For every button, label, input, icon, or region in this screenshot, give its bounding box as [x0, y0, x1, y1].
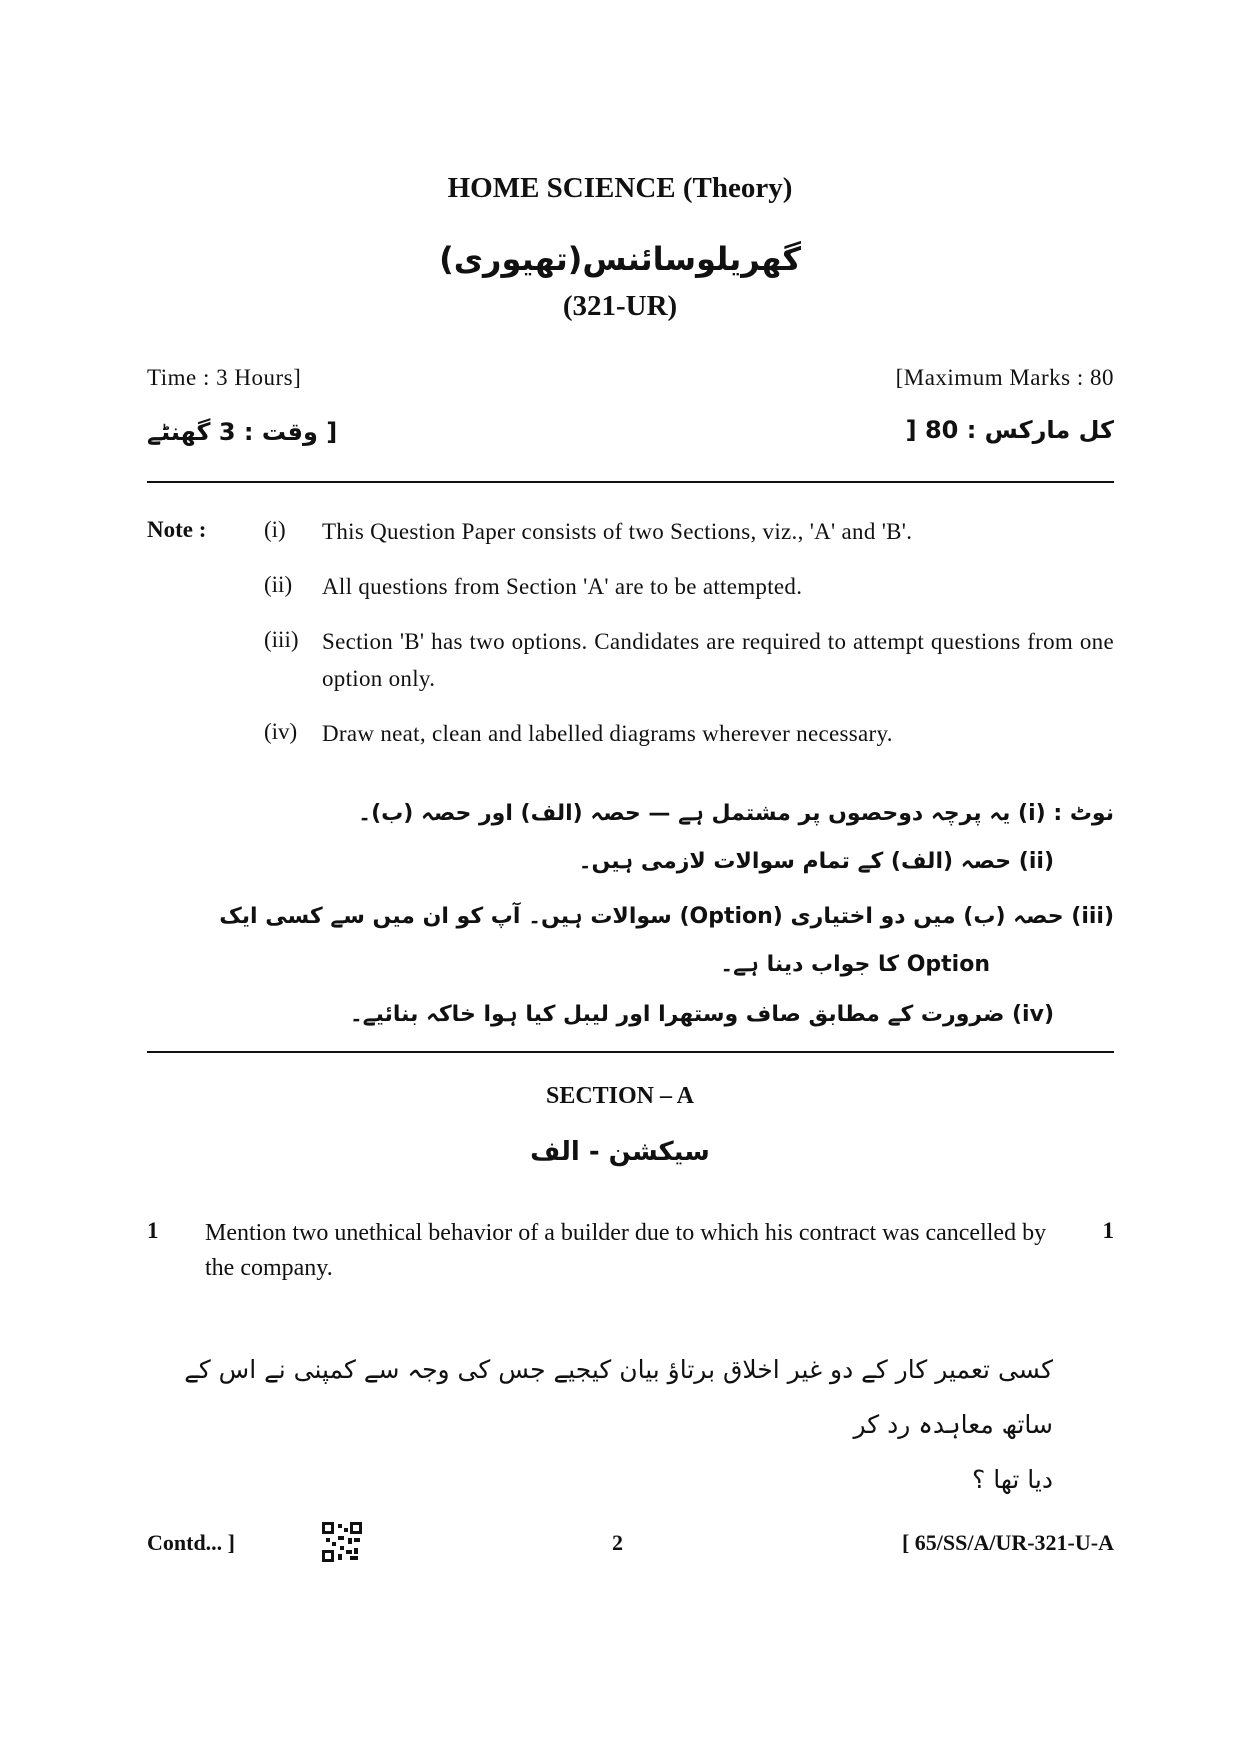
- note-item-text: This Question Paper consists of two Sections, viz., 'A' and 'B'.: [322, 519, 913, 544]
- note-item-number: (i): [264, 517, 286, 542]
- urdu-note-line: (iii) حصہ (ب) میں دو اختیاری (Option) سوالات ہیں۔ آپ کو ان میں سے کسی ایک: [219, 904, 1114, 929]
- question-text-urdu-line: کسی تعمیر کار کے دو غیر اخلاق برتاؤ بیان کیجیے جس کی وجہ سے کمپنی نے اس کے ساتھ معاہدہ رد کر: [184, 1355, 1053, 1439]
- paper-title-urdu: گھریلوسائنس(تھیوری): [439, 240, 801, 278]
- question-text-urdu-line: دیا تھا ؟: [972, 1465, 1053, 1494]
- paper-code-footer: [ 65/SS/A/UR-321-U-A: [901, 1530, 1114, 1555]
- max-marks-label: [Maximum Marks : 80: [895, 365, 1114, 390]
- max-marks-label-urdu: کل مارکس : 80 [: [905, 416, 1114, 444]
- urdu-note-line: نوٹ : (i) یہ پرچہ دوحصوں پر مشتمل ہے — حصہ (الف) اور حصہ (ب)۔: [358, 801, 1114, 826]
- note-label: Note :: [147, 517, 207, 542]
- contd-label: Contd... ]: [147, 1530, 236, 1555]
- note-item-text: Draw neat, clean and labelled diagrams wherever necessary.: [322, 721, 893, 746]
- page-number: 2: [612, 1530, 623, 1555]
- qr-code-icon: [322, 1522, 362, 1562]
- note-item-number: (iv): [264, 719, 298, 744]
- note-item-number: (ii): [264, 572, 293, 597]
- urdu-note-line: (iv) ضرورت کے مطابق صاف وستھرا اور لیبل کیا ہوا خاکہ بنائیے۔: [349, 1002, 1054, 1027]
- note-item-text: All questions from Section 'A' are to be attempted.: [322, 574, 803, 599]
- question-text: Mention two unethical behavior of a builder due to which his contract was cancelled by the company.: [205, 1220, 1047, 1281]
- paper-title: HOME SCIENCE (Theory): [447, 172, 793, 204]
- paper-code: (321-UR): [562, 290, 678, 322]
- divider-middle: [147, 1051, 1114, 1053]
- note-item-text: Section 'B' has two options. Candidates are required to attempt questions from one option only.: [322, 629, 1114, 691]
- section-title-urdu: سیکشن - الف: [530, 1137, 710, 1167]
- time-label-urdu: وقت : 3 گھنٹے ]: [147, 418, 338, 446]
- question-number: 1: [147, 1218, 159, 1243]
- question-text-urdu: [173, 1342, 1053, 1507]
- section-title: SECTION – A: [545, 1083, 695, 1109]
- note-item-number: (iii): [264, 627, 299, 652]
- question-marks: 1: [1102, 1218, 1114, 1243]
- time-label: Time : 3 Hours]: [147, 365, 302, 390]
- urdu-note-line: Option کا جواب دینا ہے۔: [720, 952, 990, 977]
- divider-top: [147, 481, 1114, 483]
- urdu-note-line: (ii) حصہ (الف) کے تمام سوالات لازمی ہیں۔: [578, 849, 1054, 874]
